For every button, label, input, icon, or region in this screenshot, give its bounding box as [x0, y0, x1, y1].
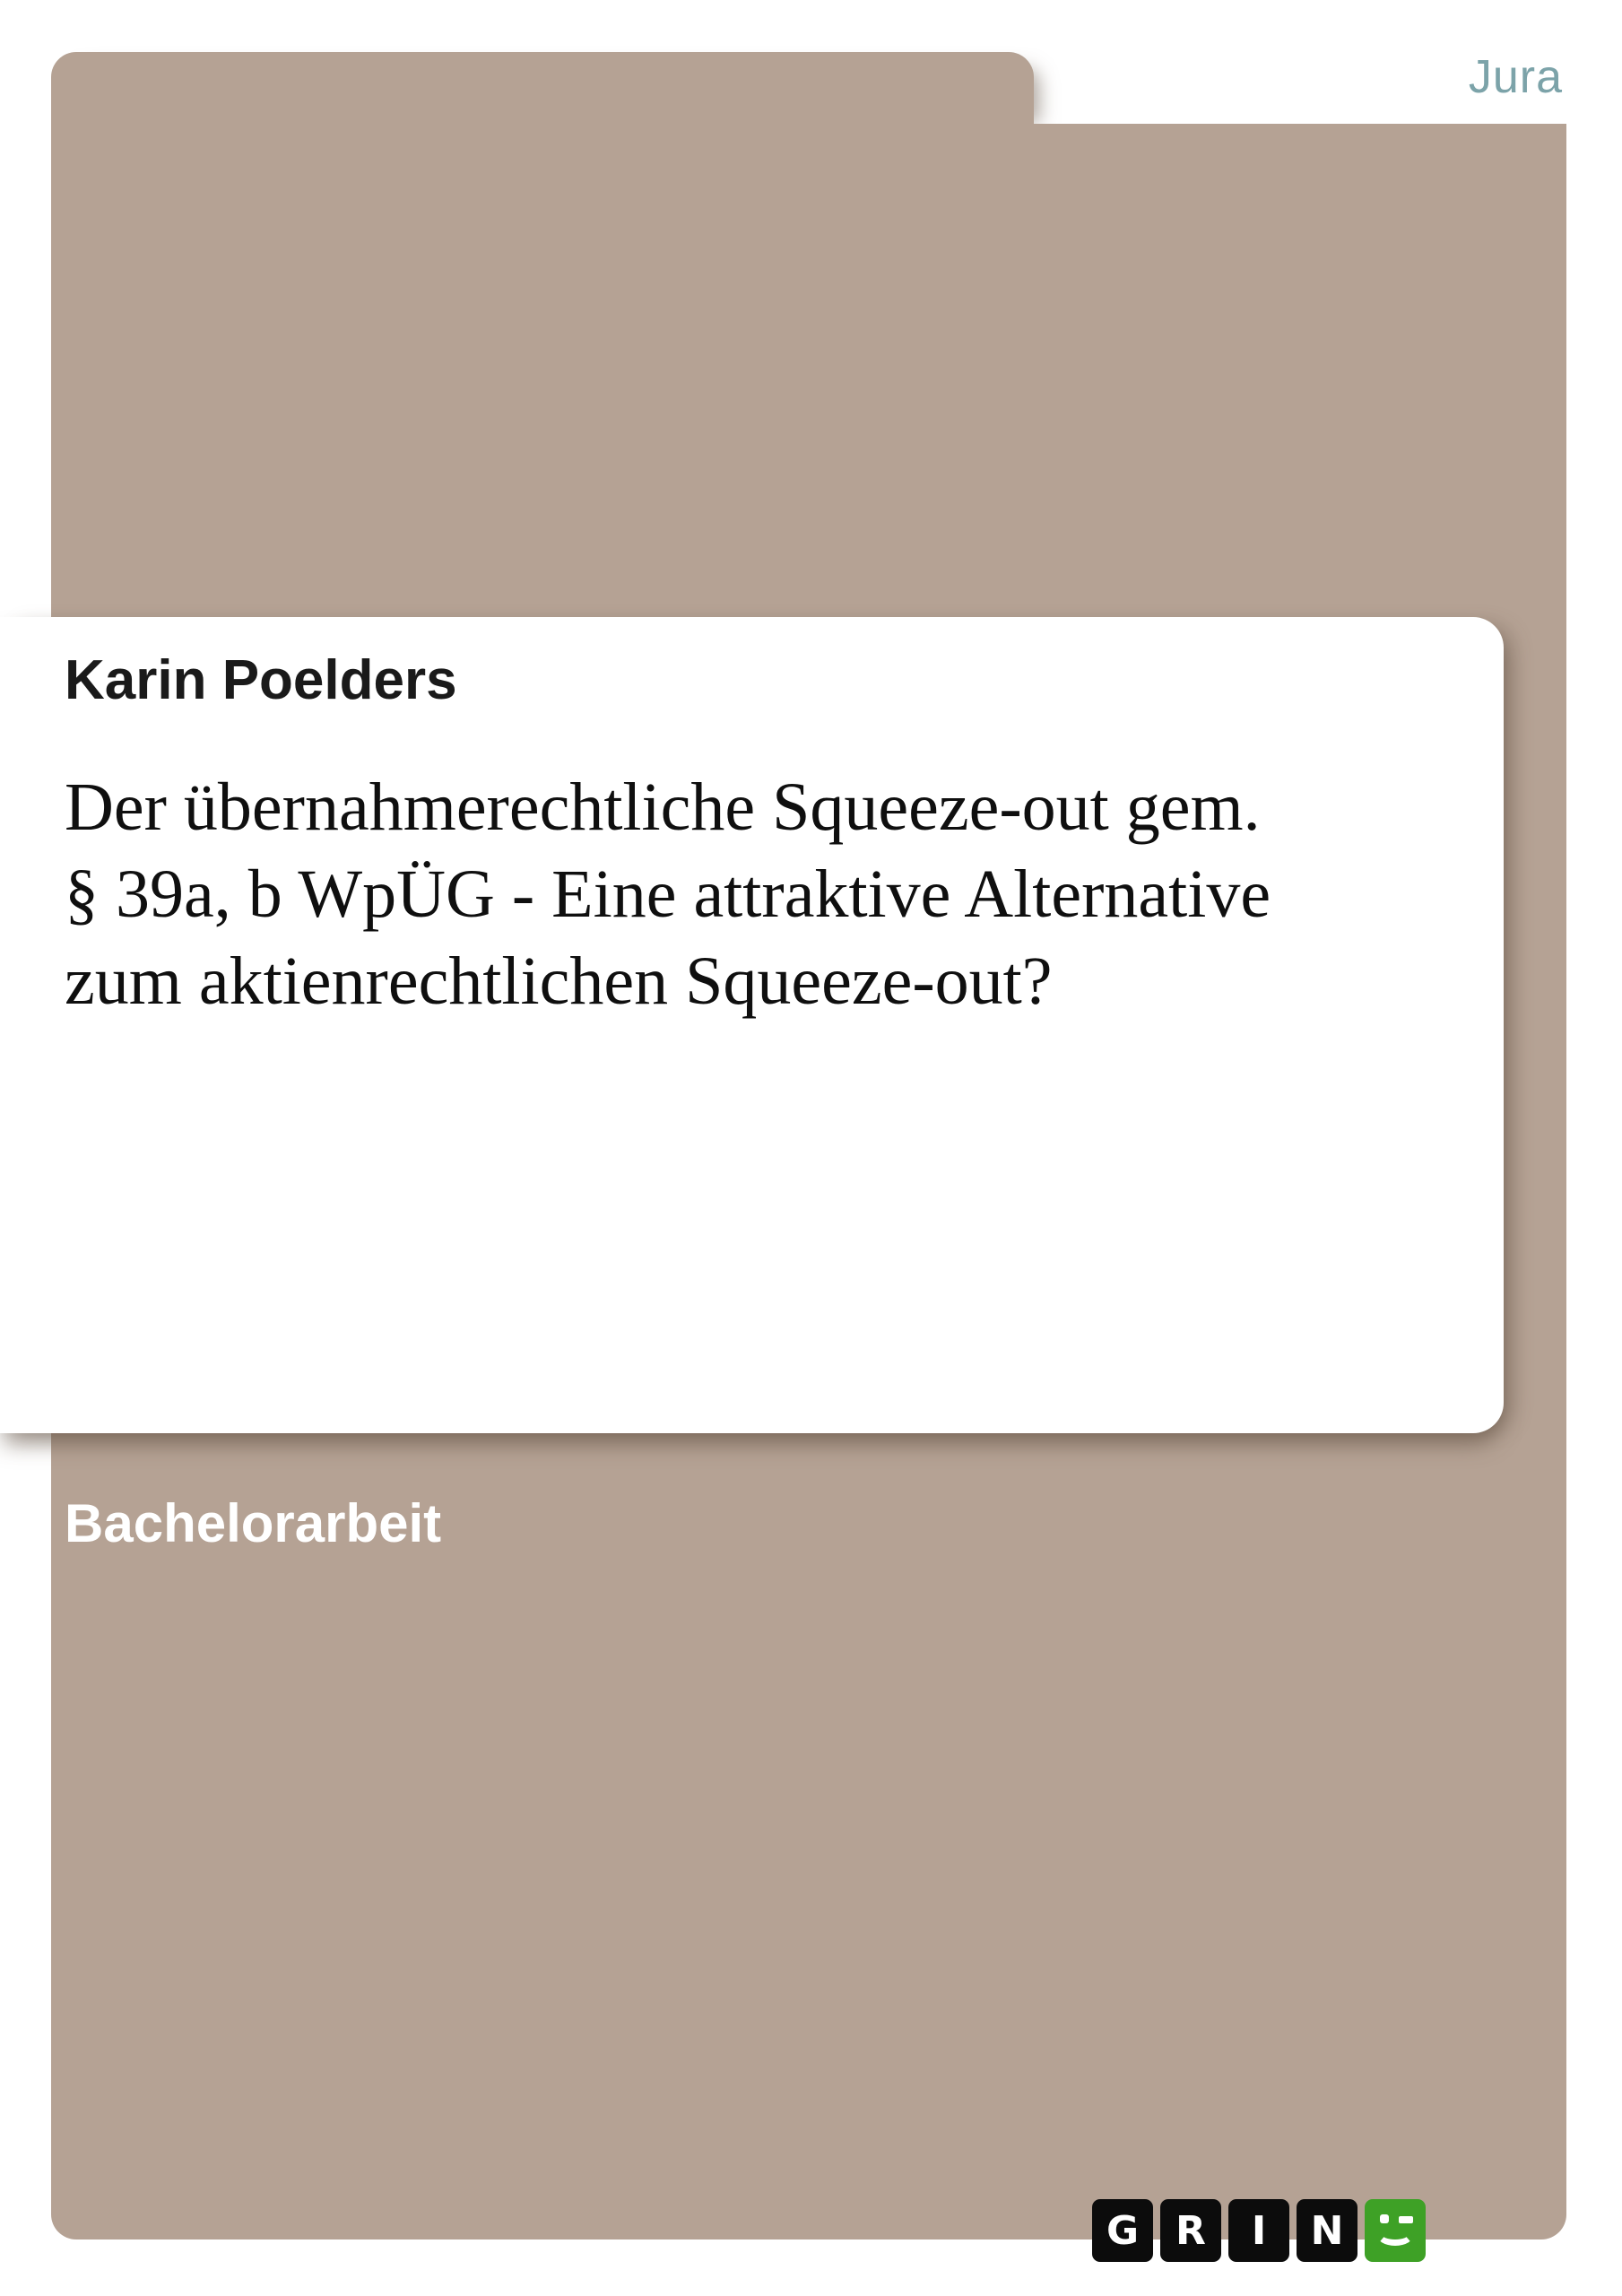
logo-letter-box-r: [1160, 2199, 1221, 2262]
logo-letter-box-g: [1092, 2199, 1153, 2262]
category-label: Jura: [1468, 51, 1563, 103]
grin-logo: [1092, 2199, 1426, 2262]
smiley-left-eye-icon: [1380, 2214, 1389, 2223]
logo-letter-box-n: [1297, 2199, 1357, 2262]
title-line-1: Der übernahmerechtliche Squeeze-out gem.: [65, 770, 1261, 845]
title-line-3: zum aktienrechtlichen Squeeze-out?: [65, 944, 1053, 1019]
logo-letter-i: I: [1251, 2207, 1267, 2254]
author-name: Karin Poelders: [65, 649, 457, 711]
logo-letter-box-i: [1228, 2199, 1289, 2262]
logo-letter-g: G: [1106, 2207, 1140, 2254]
logo-letter-r: R: [1175, 2207, 1206, 2254]
smiley-mouth-icon: [1376, 2222, 1414, 2246]
title-line-2: § 39a, b WpÜG - Eine attraktive Alternative: [65, 857, 1271, 932]
title-panel: [0, 617, 1504, 1433]
top-taupe-band: [51, 52, 1034, 125]
grin-smiley-icon: [1365, 2199, 1426, 2262]
doc-type-label: Bachelorarbeit: [65, 1493, 442, 1553]
book-title: [65, 764, 1468, 1025]
logo-letter-n: N: [1310, 2207, 1344, 2254]
